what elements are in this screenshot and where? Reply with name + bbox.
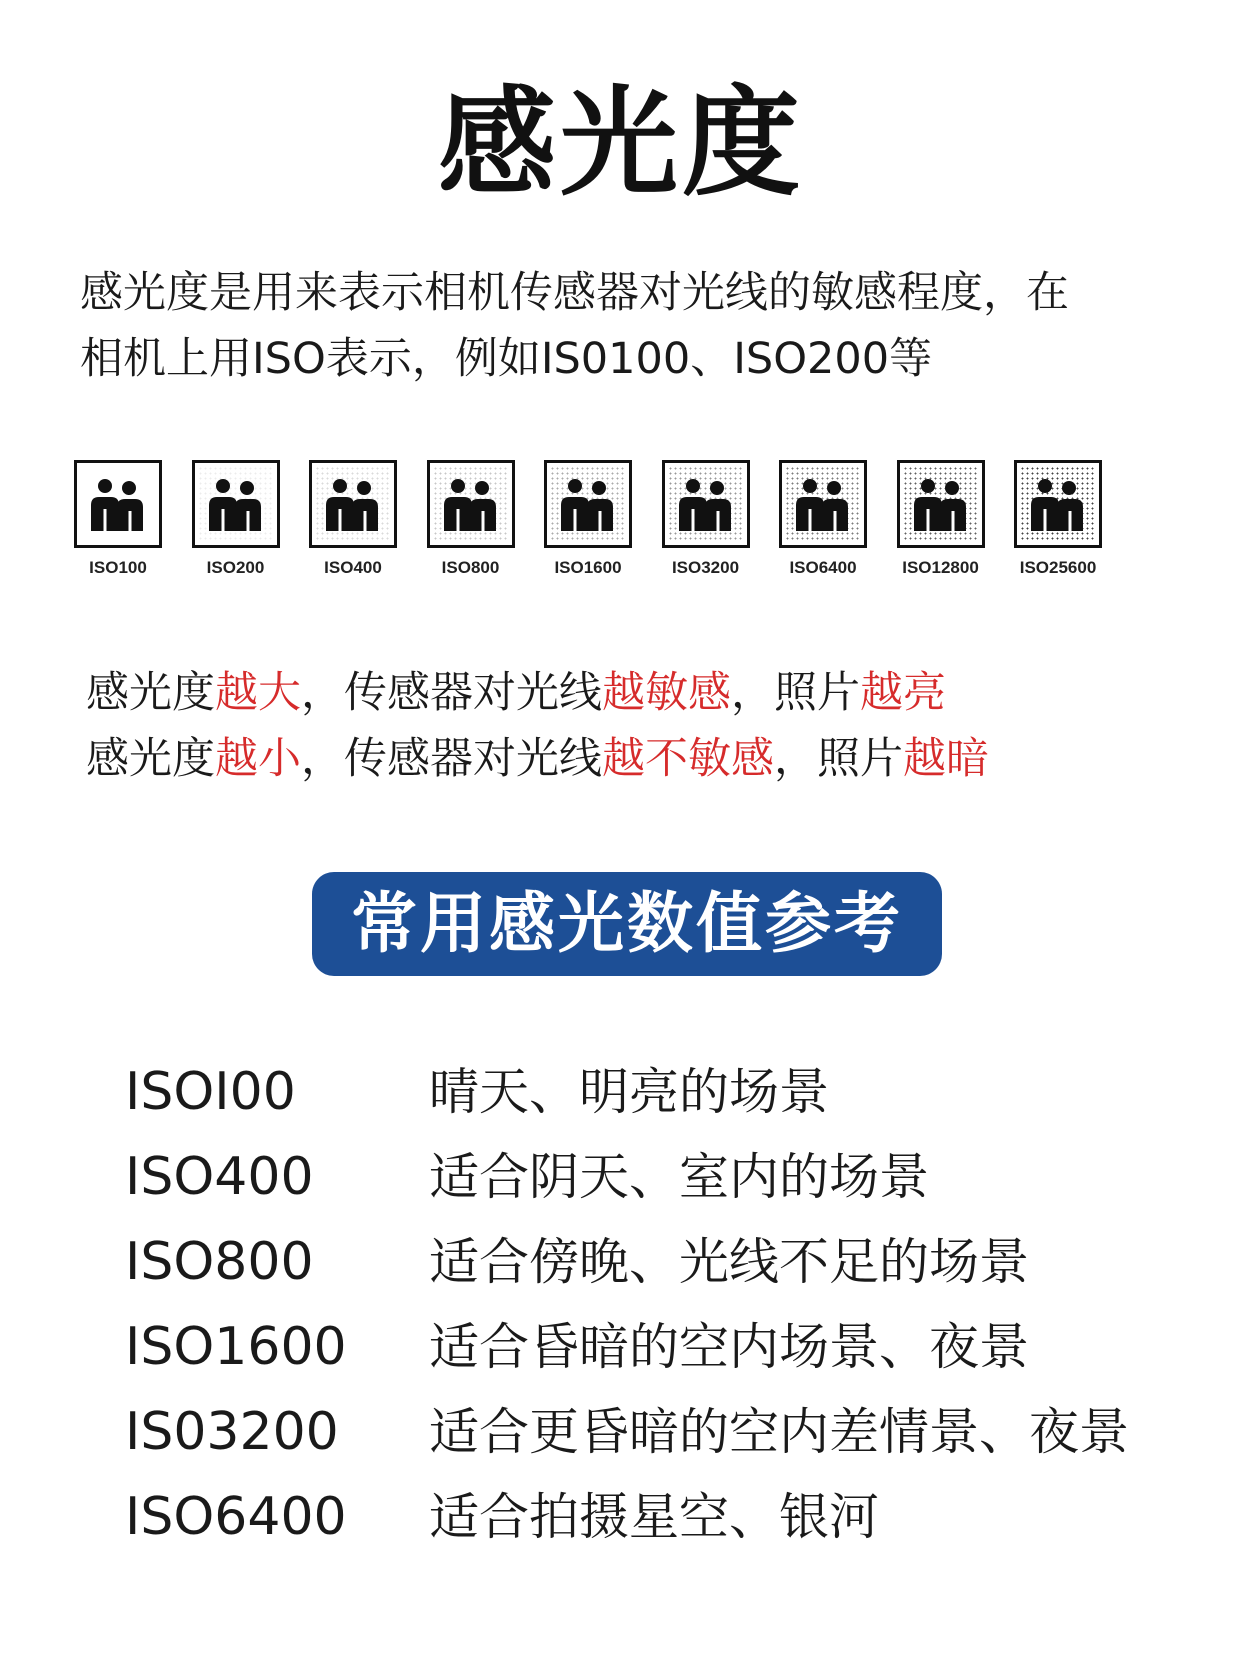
people-icon — [1014, 460, 1102, 548]
comparison-text — [86, 660, 1186, 792]
iso-sample-label: ISO1600 — [554, 558, 622, 577]
people-icon — [544, 460, 632, 548]
plain-text: ，传感器对光线 — [301, 734, 602, 784]
page-title: 感光度 — [437, 73, 804, 212]
iso-sample — [897, 460, 989, 578]
reference-iso-value: ISO1600 — [125, 1317, 347, 1377]
reference-description: 适合阴天、室内的场景 — [429, 1148, 929, 1206]
people-icon — [427, 460, 515, 548]
reference-row — [125, 1220, 1205, 1305]
highlight-text: 越小 — [215, 734, 301, 784]
iso-sample — [779, 460, 871, 578]
intro-line-1: 感光度是用来表示相机传感器对光线的敏感程度，在 — [80, 268, 1069, 318]
iso-sample-label: ISO12800 — [902, 558, 979, 577]
iso-sample — [309, 460, 401, 578]
iso-sample — [662, 460, 754, 578]
reference-description: 适合拍摄星空、银河 — [429, 1488, 879, 1546]
iso-reference-table — [125, 1050, 1205, 1560]
people-icon — [309, 460, 397, 548]
iso-sample — [192, 460, 284, 578]
iso-sample — [1014, 460, 1106, 578]
iso-sample — [544, 460, 636, 578]
reference-iso-value: ISO800 — [125, 1232, 314, 1292]
highlight-text: 越暗 — [903, 734, 989, 784]
people-icon — [897, 460, 985, 548]
people-icon — [74, 460, 162, 548]
highlight-text: 越敏感 — [602, 668, 731, 718]
intro-paragraph — [80, 260, 1200, 392]
plain-text: ，照片 — [774, 734, 903, 784]
reference-iso-value: ISO6400 — [125, 1487, 347, 1547]
reference-description: 适合更昏暗的空内差情景、夜景 — [429, 1403, 1129, 1461]
plain-text: 感光度 — [86, 734, 215, 784]
iso-sample-label: ISO400 — [324, 558, 382, 577]
comparison-line-larger — [86, 660, 1186, 726]
reference-description: 适合昏暗的空内场景、夜景 — [429, 1318, 1029, 1376]
reference-row — [125, 1305, 1205, 1390]
iso-sample-label: ISO800 — [441, 558, 500, 577]
reference-iso-value: IS03200 — [125, 1402, 339, 1462]
iso-sample-strip — [74, 460, 1174, 590]
people-icon — [779, 460, 867, 548]
intro-line-2: 相机上用ISO表示，例如IS0100、ISO200等 — [80, 334, 933, 384]
iso-sample-label: ISO3200 — [671, 558, 740, 577]
iso-sample — [427, 460, 519, 578]
plain-text: ，传感器对光线 — [301, 668, 602, 718]
section-heading: 常用感光数值参考 — [312, 872, 942, 976]
reference-description: 晴天、明亮的场景 — [429, 1063, 829, 1121]
plain-text: ，照片 — [731, 668, 860, 718]
reference-iso-value: ISOI00 — [125, 1062, 296, 1122]
reference-row — [125, 1390, 1205, 1475]
reference-iso-value: ISO400 — [125, 1147, 314, 1207]
people-icon — [662, 460, 750, 548]
reference-description: 适合傍晚、光线不足的场景 — [429, 1233, 1029, 1291]
comparison-line-smaller — [86, 726, 1186, 792]
highlight-text: 越亮 — [860, 668, 946, 718]
highlight-text: 越不敏感 — [602, 734, 774, 784]
highlight-text: 越大 — [215, 668, 301, 718]
reference-row — [125, 1050, 1205, 1135]
iso-sample-label: ISO25600 — [1019, 558, 1097, 577]
iso-sample-label: ISO200 — [206, 558, 265, 577]
plain-text: 感光度 — [86, 668, 215, 718]
reference-row — [125, 1475, 1205, 1560]
reference-row — [125, 1135, 1205, 1220]
iso-sample-label: ISO6400 — [789, 558, 857, 577]
people-icon — [192, 460, 280, 548]
iso-sample-label: ISO100 — [89, 558, 147, 577]
iso-sample — [74, 460, 166, 578]
